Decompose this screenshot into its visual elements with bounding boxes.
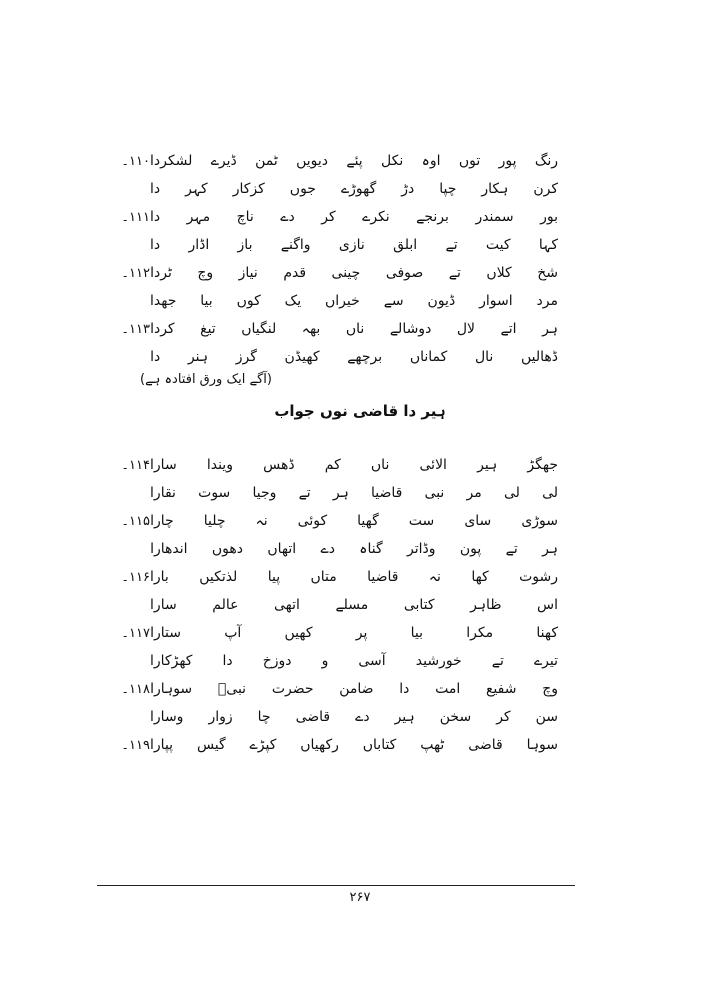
verse-word: لشکردا xyxy=(150,153,193,169)
verse-word: دا xyxy=(150,181,161,197)
verse-word: دوزخ xyxy=(262,653,292,669)
verse-word: تیغ xyxy=(200,321,216,337)
verse-words xyxy=(150,321,570,337)
verse-word: چلیا xyxy=(203,513,226,529)
verse-word: کہا xyxy=(538,237,558,253)
verse-line xyxy=(110,676,570,702)
verse-word: ضامن xyxy=(339,681,374,697)
verse-line xyxy=(110,232,570,258)
verse-word: تے xyxy=(298,485,311,501)
verse-word: ابلق xyxy=(393,237,418,253)
verse-word: دے xyxy=(355,709,370,725)
verse-word: گیس xyxy=(196,737,226,753)
verse-word: اسوار xyxy=(479,293,513,309)
verse-word: و xyxy=(321,653,329,669)
verse-word: دا xyxy=(150,237,161,253)
verse-word: کپڑے xyxy=(249,737,277,753)
verse-word: کتاباں xyxy=(362,737,397,753)
verse-word: امت xyxy=(435,681,461,697)
verse-number: ۱۱۴۔ xyxy=(121,457,150,473)
verse-word: سے xyxy=(383,293,404,309)
verse-words xyxy=(150,265,570,281)
footer-rule xyxy=(97,885,575,886)
verse-word: کھڑکارا xyxy=(150,653,193,669)
verse-word: نکرے xyxy=(362,209,390,225)
verse-word: ناچ xyxy=(236,209,254,225)
verse-word: دڑ xyxy=(401,181,415,197)
section-heading: ہیر دا قاضی نوں جواب xyxy=(274,402,446,420)
verse-word: پپارا xyxy=(150,737,174,753)
verse-word: دا xyxy=(399,681,410,697)
verse-line xyxy=(110,344,570,370)
verse-word: حضرت xyxy=(271,681,314,697)
verse-word: کوئی xyxy=(297,513,328,529)
verse-word: جوں xyxy=(289,181,316,197)
verse-words xyxy=(150,181,570,197)
verse-word: توں xyxy=(458,153,481,169)
verse-word: سارا xyxy=(150,597,177,613)
verse-word: وسارا xyxy=(150,709,184,725)
verse-word: اندھارا xyxy=(150,541,188,557)
verse-word: بھہ xyxy=(301,321,321,337)
verse-word: متاں xyxy=(310,569,337,585)
verse-word: ڈیون xyxy=(427,293,456,309)
verse-word: کتابی xyxy=(403,597,435,613)
verse-word: سوہارا xyxy=(150,681,193,697)
verse-word: اتے xyxy=(500,321,517,337)
verse-words xyxy=(150,485,570,501)
verse-word: نکل xyxy=(381,153,404,169)
verse-words xyxy=(150,737,570,753)
verse-word: جھگڑ xyxy=(527,457,558,473)
verse-words xyxy=(150,569,570,585)
verse-word: نال xyxy=(474,349,494,365)
verse-word: کم xyxy=(324,457,341,473)
verse-words xyxy=(150,625,570,641)
verse-words xyxy=(150,349,570,365)
verse-word: کھیں xyxy=(284,625,313,641)
verse-word: گرز xyxy=(235,349,257,365)
verse-words xyxy=(150,681,570,697)
verse-line xyxy=(110,204,570,230)
verse-word: نبی xyxy=(424,485,445,501)
verse-word: نیاز xyxy=(238,265,258,281)
verse-number: ۱۱۶۔ xyxy=(121,569,150,585)
verse-word: ناں xyxy=(345,321,365,337)
verse-word: سن xyxy=(535,709,558,725)
verse-word: ہر xyxy=(542,541,558,557)
verse-line xyxy=(110,316,570,342)
verse-word: سوت xyxy=(198,485,231,501)
verse-word: سخن xyxy=(439,709,472,725)
verse-word: پور xyxy=(498,153,517,169)
verse-word: دھوں xyxy=(211,541,244,557)
verse-words xyxy=(150,237,570,253)
verse-word: کر xyxy=(496,709,511,725)
verse-word: چپا xyxy=(439,181,457,197)
verse-word: کماناں xyxy=(409,349,448,365)
verse-word: بیا xyxy=(410,625,424,641)
verse-word: برنجے xyxy=(416,209,449,225)
verse-word: تے xyxy=(445,237,458,253)
missing-leaf-note: (آگے ایک ورق افتادہ ہے) xyxy=(140,372,272,387)
verse-word: وچ xyxy=(197,265,214,281)
verse-number: ۱۱۰۔ xyxy=(121,153,150,169)
verse-word: چا xyxy=(257,709,271,725)
verse-word: عالم xyxy=(212,597,239,613)
verse-word: لی xyxy=(503,485,520,501)
verse-word: تے xyxy=(448,265,461,281)
verse-word: ڈیرے xyxy=(210,153,237,169)
verse-word: نہ xyxy=(428,569,441,585)
verse-word: زوار xyxy=(208,709,233,725)
verse-word: کلاں xyxy=(486,265,512,281)
verse-word: ہنر xyxy=(187,349,209,365)
verse-word: رنگ xyxy=(534,153,558,169)
verse-line xyxy=(110,508,570,534)
verse-line xyxy=(110,536,570,562)
verse-word: پون xyxy=(459,541,482,557)
verse-word: کھنا xyxy=(536,625,558,641)
verse-line xyxy=(110,176,570,202)
verse-word: مکرا xyxy=(466,625,494,641)
verse-word: گھیا xyxy=(357,513,379,529)
verse-word: ہیر xyxy=(477,457,498,473)
verse-word: اتھاں xyxy=(267,541,297,557)
verse-word: کرن xyxy=(533,181,558,197)
verse-word: ستارا xyxy=(150,625,181,641)
verse-word: ٹردا xyxy=(150,265,172,281)
verse-word: کر xyxy=(321,209,336,225)
verse-word: اتھی xyxy=(274,597,300,613)
verse-words xyxy=(150,513,570,529)
verse-word: تے xyxy=(491,653,504,669)
verse-word: وجیا xyxy=(252,485,277,501)
verse-word: ویندا xyxy=(206,457,233,473)
verse-number: ۱۱۲۔ xyxy=(121,265,150,281)
verse-word: دے xyxy=(280,209,295,225)
verse-word: ناں xyxy=(370,457,390,473)
verse-word: باز xyxy=(237,237,253,253)
verse-word: مہر xyxy=(186,209,211,225)
verse-word: تے xyxy=(505,541,518,557)
verse-line xyxy=(110,732,570,758)
verse-words xyxy=(150,209,570,225)
verse-word: بارا xyxy=(150,569,169,585)
verse-word: واگنے xyxy=(280,237,311,253)
verse-word: چارا xyxy=(150,513,174,529)
verse-word: کہر xyxy=(185,181,208,197)
verse-line xyxy=(110,704,570,730)
verse-word: دیویں xyxy=(296,153,329,169)
verse-word: نازی xyxy=(338,237,365,253)
verse-word: ہر xyxy=(542,321,558,337)
verse-word: سمندر xyxy=(475,209,514,225)
verse-word: ست xyxy=(408,513,435,529)
verse-word: کردا xyxy=(150,321,175,337)
verse-word: وچ xyxy=(542,681,558,697)
verse-word: ٹھپ xyxy=(420,737,445,753)
verse-word: بیا xyxy=(200,293,213,309)
verse-word: شخ xyxy=(537,265,558,281)
verse-line xyxy=(110,480,570,506)
verse-word: ظاہر xyxy=(470,597,502,613)
verse-word: خورشید xyxy=(415,653,462,669)
verse-word: الائی xyxy=(419,457,447,473)
verse-word: سوہا xyxy=(526,737,558,753)
verse-word: آسی xyxy=(358,653,386,669)
verse-word: کیت xyxy=(485,237,511,253)
verse-word: قدم xyxy=(283,265,307,281)
verse-word: چینی xyxy=(331,265,361,281)
verse-words xyxy=(150,653,570,669)
verse-word: قاضیا xyxy=(371,485,403,501)
page-number: ۲۶۷ xyxy=(349,890,371,905)
verse-word: ڈھس xyxy=(263,457,295,473)
verse-word: نبیؐ xyxy=(217,681,247,697)
verse-word: نہ xyxy=(255,513,268,529)
verse-number: ۱۱۵۔ xyxy=(121,513,150,529)
verse-word: نقارا xyxy=(150,485,176,501)
verse-word: مرد xyxy=(536,293,558,309)
verse-line xyxy=(110,564,570,590)
verse-word: گھوڑے xyxy=(340,181,377,197)
verse-word: شفیع xyxy=(485,681,517,697)
verse-word: ہیر xyxy=(394,709,415,725)
verse-word: دے xyxy=(320,541,335,557)
verse-word: کھیڈن xyxy=(284,349,320,365)
verse-word: ٹمن xyxy=(255,153,278,169)
verse-words xyxy=(150,541,570,557)
verse-number: ۱۱۳۔ xyxy=(121,321,150,337)
verse-words xyxy=(150,293,570,309)
verse-number: ۱۱۷۔ xyxy=(121,625,150,641)
verse-line xyxy=(110,260,570,286)
verse-word: وڈاتر xyxy=(406,541,436,557)
verse-word: اوہ xyxy=(421,153,441,169)
verse-word: دا xyxy=(150,349,161,365)
verse-word: ہکار xyxy=(481,181,509,197)
verse-word: دا xyxy=(150,209,161,225)
verse-words xyxy=(150,597,570,613)
verse-word: یک xyxy=(284,293,302,309)
verse-word: کھا xyxy=(471,569,489,585)
verse-word: لال xyxy=(456,321,475,337)
verse-words xyxy=(150,153,570,169)
verse-word: لنگیاں xyxy=(241,321,277,337)
verse-word: صوفی xyxy=(385,265,424,281)
verse-word: رشوت xyxy=(519,569,558,585)
verse-word: پیا xyxy=(267,569,281,585)
verse-line xyxy=(110,452,570,478)
verse-word: مر xyxy=(466,485,482,501)
verse-line xyxy=(110,648,570,674)
verse-number: ۱۱۸۔ xyxy=(121,681,150,697)
verse-word: دا xyxy=(222,653,233,669)
verse-word: سوڑی xyxy=(521,513,558,529)
verse-word: ڈھالیں xyxy=(520,349,558,365)
verse-word: آپ xyxy=(224,625,242,641)
verse-word: مسلے xyxy=(335,597,369,613)
verse-word: اس xyxy=(537,597,558,613)
verse-word: قاضیا xyxy=(367,569,399,585)
verse-word: بور xyxy=(540,209,558,225)
verse-word: دوشالے xyxy=(389,321,432,337)
verse-word: کوں xyxy=(236,293,261,309)
verse-word: گناہ xyxy=(359,541,383,557)
verse-word: تیرے xyxy=(533,653,558,669)
verse-word: لذتکیں xyxy=(199,569,238,585)
verse-number: ۱۱۹۔ xyxy=(121,737,150,753)
verse-word: سای xyxy=(464,513,492,529)
verse-line xyxy=(110,620,570,646)
verse-word: رکھیاں xyxy=(300,737,339,753)
verse-line xyxy=(110,288,570,314)
verse-word: لی xyxy=(542,485,558,501)
verse-word: پئے xyxy=(346,153,363,169)
verse-line xyxy=(110,592,570,618)
verse-word: برچھے xyxy=(347,349,383,365)
verse-number: ۱۱۱۔ xyxy=(121,209,150,225)
verse-word: اڈار xyxy=(188,237,210,253)
verse-word: کزکار xyxy=(232,181,265,197)
verse-word: جھدا xyxy=(150,293,177,309)
verse-words xyxy=(150,709,570,725)
verse-word: سارا xyxy=(150,457,177,473)
verse-word: خیراں xyxy=(325,293,360,309)
verse-words xyxy=(150,457,570,473)
verse-line xyxy=(110,148,570,174)
verse-word: قاضی xyxy=(468,737,503,753)
verse-word: ہر xyxy=(332,485,349,501)
verse-word: پر xyxy=(355,625,368,641)
verse-word: قاضی xyxy=(295,709,331,725)
